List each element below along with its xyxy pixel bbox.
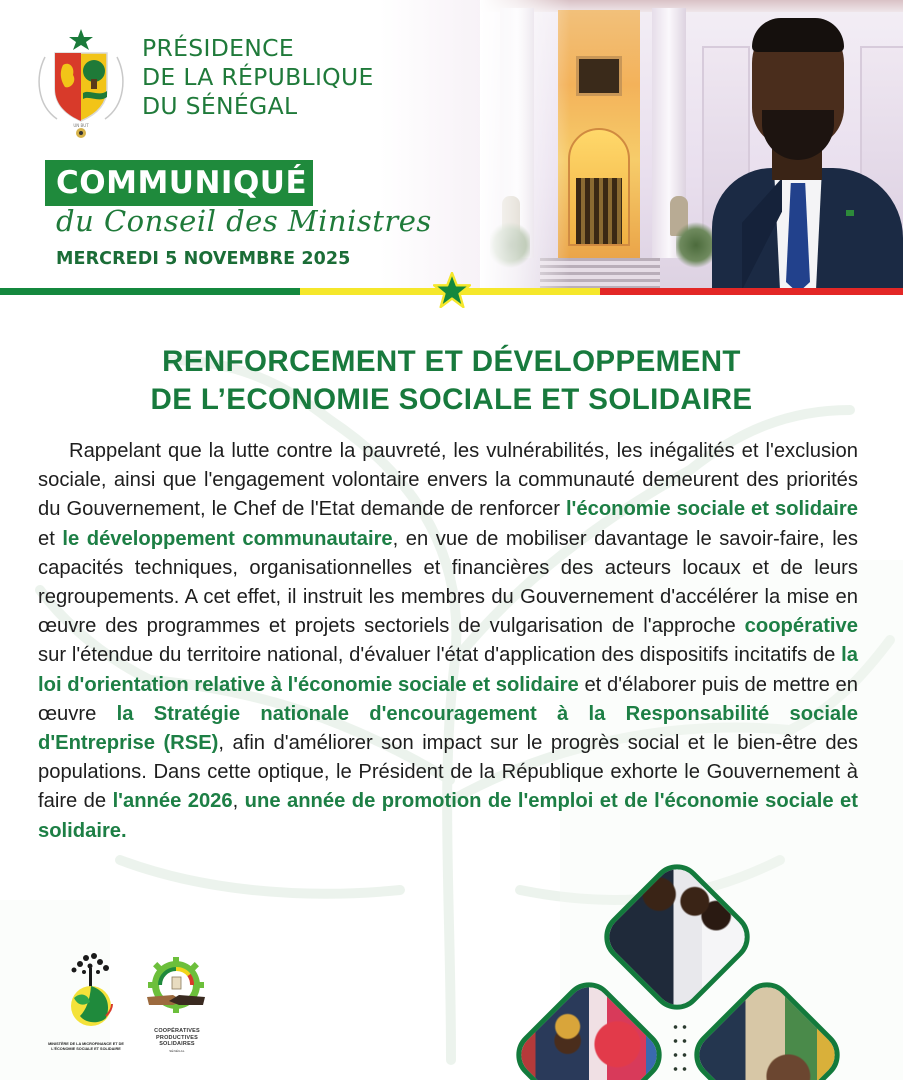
coop-caption-line-2: PRODUCTIVES — [156, 1034, 198, 1041]
body-segment: Rappelant que la lutte contre la pauvreté, les vulnérabilités, les inégalités et l'exclusion sociale, ainsi que l'engagement volontaire envers la communauté demeurent des priorités du Gouvernement, le Chef de l'Etat demande de renforcer — [38, 440, 858, 521]
header-banner — [0, 0, 903, 290]
president-portrait — [712, 18, 903, 290]
body-segment: sur l'étendue du territoire national, d'évaluer l'état d'application des dispositifs incitatifs de — [38, 644, 842, 667]
body-highlight: le développement communautaire — [62, 527, 393, 550]
body-highlight: la loi d'orientation relative à l'économie sociale et solidaire — [38, 644, 858, 696]
communique-date: MERCREDI 5 NOVEMBRE 2025 — [56, 249, 351, 269]
body-segment: et — [38, 527, 63, 550]
body-highlight: l'économie sociale et solidaire — [565, 498, 858, 521]
communique-label: COMMUNIQUÉ — [56, 165, 308, 201]
ministry-tree-logo-icon — [56, 950, 126, 1028]
body-segment: , afin d'améliorer son impact sur le progrès social et le bien-être des populations. Dans cette optique, le Président de la République exhorte le Gouvernement à faire de — [38, 732, 858, 813]
body-highlight: la Stratégie nationale d'encouragement à la Responsabilité sociale d'Entreprise (RSE) — [38, 702, 858, 755]
cooperatives-handshake-gear-logo-icon — [143, 955, 209, 1021]
title-line-1: RENFORCEMENT ET DÉVELOPPEMENT — [162, 345, 741, 378]
green-star-icon — [433, 272, 471, 308]
title-line-2: DE L’ECONOMIE SOCIALE ET SOLIDAIRE — [150, 383, 753, 416]
body-highlight: l'année 2026 — [112, 790, 233, 813]
decorative-dots — [671, 1020, 689, 1076]
brand-line-2: DE LA RÉPUBLIQUE — [142, 63, 374, 91]
body-segment: , — [232, 790, 245, 813]
flag-stripe-red — [600, 288, 903, 295]
body-highlight: coopérative — [744, 615, 858, 638]
flag-stripe-green — [0, 288, 300, 295]
coop-caption-line-1: COOPÉRATIVES — [154, 1028, 200, 1034]
body-segment: et d'élaborer puis de mettre en œuvre — [38, 673, 858, 725]
coop-caption-country: SÉNÉGAL — [169, 1048, 185, 1053]
communique-paragraph — [38, 437, 858, 846]
brand-line-1: PRÉSIDENCE — [142, 34, 294, 62]
brand-line-3: DU SÉNÉGAL — [142, 92, 298, 120]
council-subtitle: du Conseil des Ministres — [56, 204, 432, 238]
svg-text:UN BUT: UN BUT — [73, 123, 89, 128]
body-highlight: une année de promotion de l'emploi et de l'économie sociale et solidaire. — [38, 790, 858, 842]
presidency-brand — [142, 34, 374, 121]
coop-caption-line-3: SOLIDAIRES — [159, 1041, 195, 1047]
cooperatives-caption — [150, 1028, 204, 1054]
ministry-caption: MINISTÈRE DE LA MICROFINANCE ET DE L'ÉCONOMIE SOCIALE ET SOLIDAIRE — [48, 1042, 124, 1051]
body-segment: , en vue de mobiliser davantage le savoir-faire, les capacités techniques, organisationnelles et financières des acteurs locaux et de leurs regroupements. A cet effet, il instruit les membres du Gouvernement d'accélérer la mise en œuvre des programmes et projets sectoriels de vulgarisation de l'approche — [38, 527, 858, 638]
page-title — [0, 343, 903, 419]
senegal-coat-of-arms-icon — [33, 27, 129, 139]
